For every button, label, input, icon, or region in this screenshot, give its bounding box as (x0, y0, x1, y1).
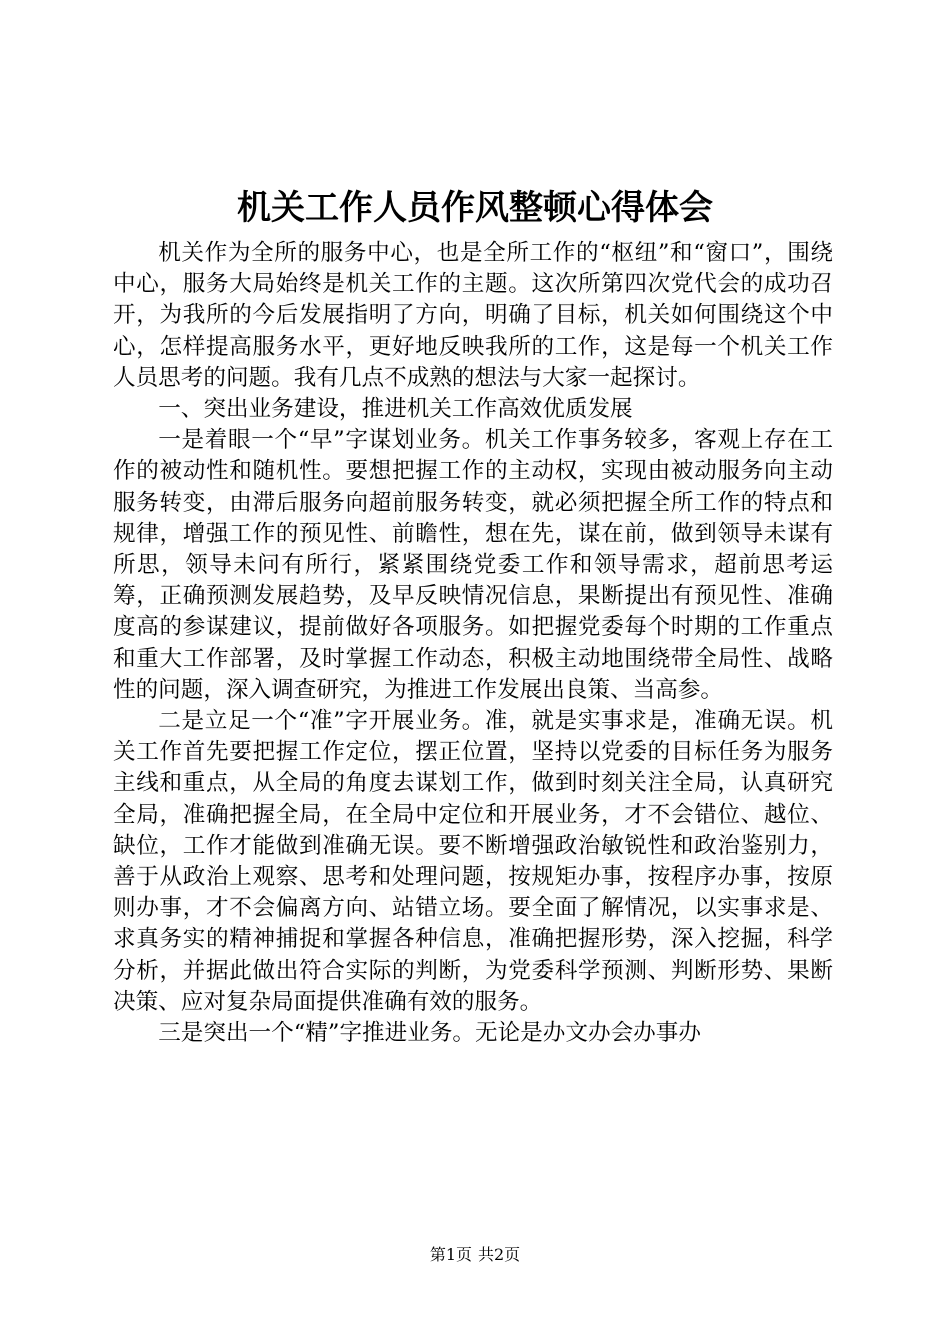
page-number: 第1页 (429, 1245, 472, 1264)
page-total: 共2页 (478, 1245, 521, 1264)
document-title: 机关工作人员作风整顿心得体会 (237, 188, 713, 228)
page-footer (0, 1244, 950, 1266)
paragraph-precise: 三是突出一个“精”字推进业务。无论是办文办会办事办 (158, 1020, 701, 1047)
paragraph-early: 一是着眼一个“早”字谋划业务。机关工作事务较多，客观上存在工作的被动性和随机性。要想把握工作的主动权，实现由被动服务向主动服务转变，由滞后服务向超前服务转变，就必须把握全所工作的特点和规律，增强工作的预见性、前瞻性，想在先，谋在前，做到领导未谋有所思，领导未问有所行，紧紧围绕党委工作和领导需求，超前思考运筹，正确预测发展趋势，及早反映情况信息，果断提出有预见性、准确度高的参谋建议，提前做好各项服务。如把握党委每个时期的工作重点和重大工作部署，及时掌握工作动态，积极主动地围绕带全局性、战略性的问题，深入调查研究，为推进工作发展出良策、当高参。 (113, 427, 833, 703)
paragraph-accurate: 二是立足一个“准”字开展业务。准，就是实事求是，准确无误。机关工作首先要把握工作定位，摆正位置，坚持以党委的目标任务为服务主线和重点，从全局的角度去谋划工作，做到时刻关注全局，认真研究全局，准确把握全局，在全局中定位和开展业务，才不会错位、越位、缺位，工作才能做到准确无误。要不断增强政治敏锐性和政治鉴别力，善于从政治上观察、思考和处理问题，按规矩办事，按程序办事，按原则办事，才不会偏离方向、站错立场。要全面了解情况，以实事求是、求真务实的精神捕捉和掌握各种信息，准确把握形势，深入挖掘，科学分析，并据此做出符合实际的判断，为党委科学预测、判断形势、果断决策、应对复杂局面提供准确有效的服务。 (113, 708, 833, 1015)
document-body (113, 238, 833, 1049)
paragraph-intro: 机关作为全所的服务中心，也是全所工作的“枢纽”和“窗口”，围绕中心，服务大局始终是机关工作的主题。这次所第四次党代会的成功召开，为我所的今后发展指明了方向，明确了目标，机关如何围绕这个中心，怎样提高服务水平，更好地反映我所的工作，这是每一个机关工作人员思考的问题。我有几点不成熟的想法与大家一起探讨。 (113, 240, 833, 391)
section-heading-1: 一、突出业务建设，推进机关工作高效优质发展 (158, 396, 633, 423)
